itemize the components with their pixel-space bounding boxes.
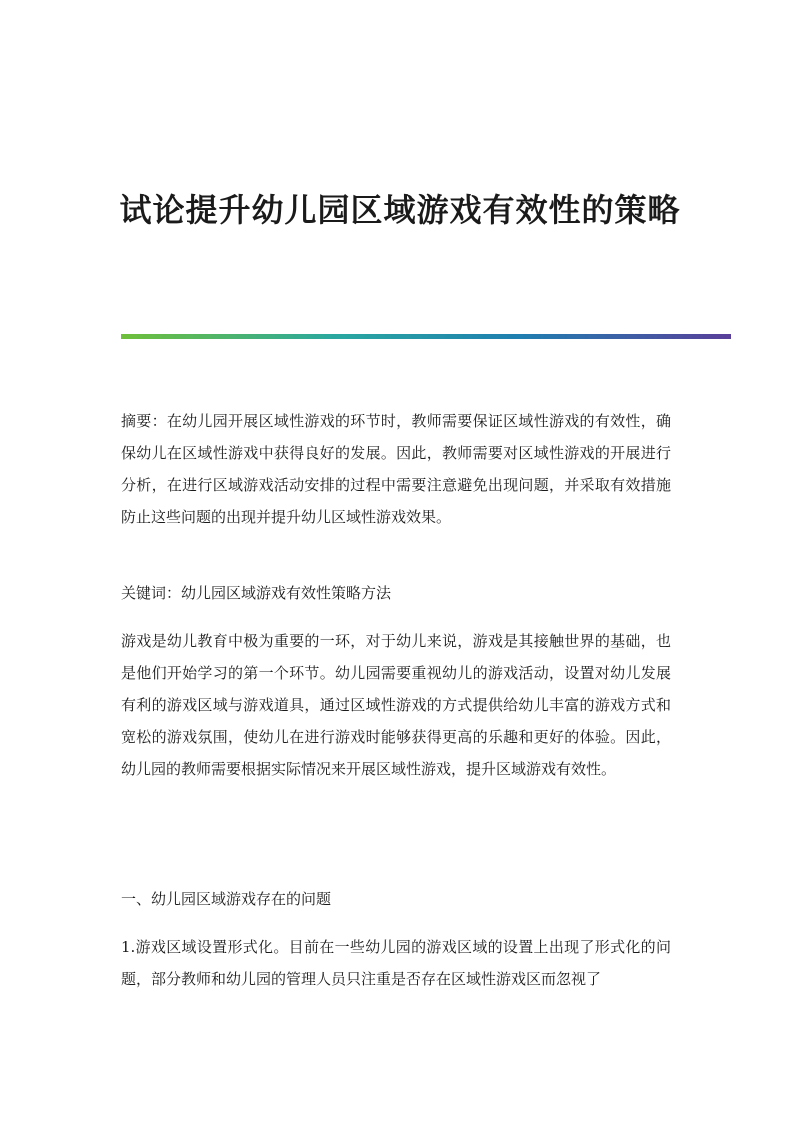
document-title: 试论提升幼儿园区域游戏有效性的策略: [119, 191, 681, 229]
keywords-line: 关键词：幼儿园区域游戏有效性策略方法: [121, 584, 392, 602]
section-heading: 一、幼儿园区域游戏存在的问题: [121, 890, 332, 908]
body-paragraph: 1.游戏区域设置形式化。目前在一些幼儿园的游戏区域的设置上出现了形式化的问题，部分教师和幼儿园的管理人员只注重是否存在区域性游戏区而忽视了: [121, 938, 671, 988]
intro-paragraph: 游戏是幼儿教育中极为重要的一环，对于幼儿来说，游戏是其接触世界的基础，也是他们开始学习的第一个环节。幼儿园需要重视幼儿的游戏活动，设置对幼儿发展有利的游戏区域与游戏道具，通过区域性游戏的方式提供给幼儿丰富的游戏方式和宽松的游戏氛围，使幼儿在进行游戏时能够获得更高的乐趣和更好的体验。因此，幼儿园的教师需要根据实际情况来开展区域性游戏，提升区域游戏有效性。: [121, 632, 671, 778]
abstract-paragraph: 摘要：在幼儿园开展区域性游戏的环节时，教师需要保证区域性游戏的有效性，确保幼儿在区域性游戏中获得良好的发展。因此，教师需要对区域性游戏的开展进行分析，在进行区域游戏活动安排的过程中需要注意避免出现问题，并采取有效措施防止这些问题的出现并提升幼儿区域性游戏效果。: [121, 412, 671, 526]
title-divider-rule: [121, 334, 731, 339]
